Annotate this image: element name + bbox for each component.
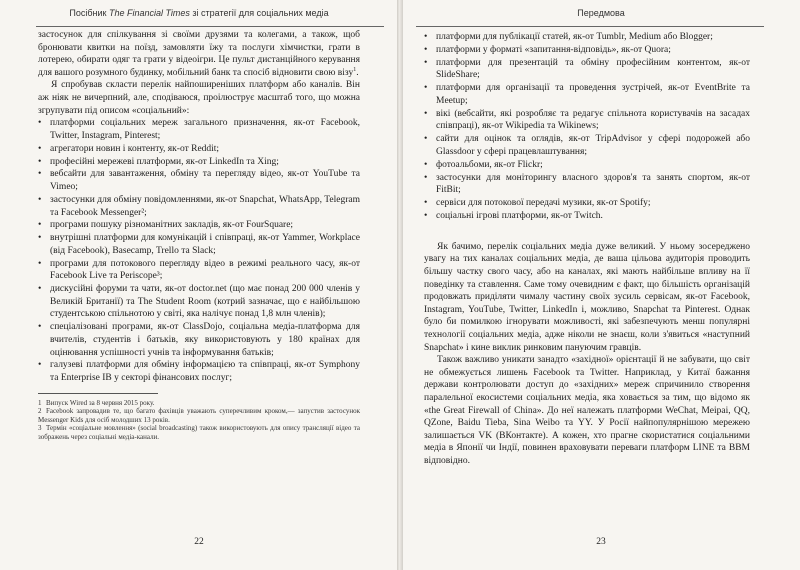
list-item: • сайти для оцінок та оглядів, як-от TripAdvisor у сфері подорожей або Glassdoor у сфері працевлаштування; (424, 134, 750, 157)
footnote: 2 Facebook запровадив те, що багато фахівців уважають суперечливим кроком,— запустив застосунок Messenger Kids для осіб молодших 13 років. (38, 407, 360, 424)
list-item: • платформи для презентацій та обміну професійним контентом, як-от SlideShare; (424, 57, 750, 81)
list-item: • внутрішні платформи для комунікацій і співпраці, як-от Yammer, Workplace (від Facebook), Basecamp, Trello та Slack; (38, 233, 360, 256)
list-item: • спеціалізовані програми, як-от ClassDojo, соціальна медіа-платформа для вчителів, студентів і батьків, яку використовують у 180 країнах для оцінювання успішності учнів та інформування батьків; (38, 322, 360, 358)
list-item: • програми пошуку різноманітних закладів, як-от FourSquare; (38, 220, 294, 231)
list-item: • платформи соціальних мереж загального призначення, як-от Facebook, Twitter, Instagram, Pinterest; (38, 118, 360, 141)
list-item: • дискусійні форуми та чати, як-от doctor.net (що має понад 200 000 членів у Великій Британії) та The Student Room (котрий зазначає, що є найбільшою студентською спільнотою у світі, яка налічує понад 1,8 млн членів); (38, 284, 360, 320)
header-rule (36, 26, 384, 27)
list-item: • соціальні ігрові платформи, як-от Twitch. (424, 210, 603, 221)
list-item: • фотоальбоми, як-от Flickr; (424, 159, 543, 170)
list-item: • галузеві платформи для обміну інформацією та співпраці, як-от Symphony та Enterprise IB у секторі фінансових послуг; (38, 360, 360, 383)
header-rule (416, 26, 764, 27)
platform-list-left (38, 117, 360, 384)
intro-paragraph: Я спробував скласти перелік найпоширеніших платформ або каналів. Він аж ніяк не вичерпний, але, сподіваюся, проілюструє масштаб того, що можна згрупувати під описом «соціальний»: (38, 80, 360, 116)
list-item: • професійні мережеві платформи, як-от LinkedIn та Xing; (38, 156, 279, 167)
list-item: • платформи для організації та проведення зустрічей, як-от EventBrite та Meetup; (424, 83, 750, 106)
list-item: • вікі (вебсайти, які розробляє та редагує спільнота користувачів на засадах співпраці), як-от Wikipedia та Wikinews; (424, 108, 750, 132)
left-page (0, 0, 398, 570)
list-item: • програми для потокового перегляду відео в режимі реального часу, як-от Facebook Live та Periscope³; (38, 258, 360, 282)
body-paragraph: Як бачимо, перелік соціальних медіа дуже великий. У ньому зосереджено увагу на тих каналах соціальних медіа, де ваша цільова аудиторія проводить більшу частку свого часу, або на каналах, які мають найбільше впливу на її поведінку та ставлення. Саме тому очевидним є факт, що більшість організацій продовжать приділяти чималу частину своїх зусиль сервісам, як-от Facebook, Instagram, YouTube, Twitter, LinkedIn і, можливо, Snapchat та Pinterest. Однак було би помилкою ігнорувати можливості, які забезпечують менш популярні технології соціальних медіа, адже ніколи не знаєш, коли з'явиться «наступний Snapchat» і кине виклик ринковим пануючим гравців. (424, 241, 750, 353)
page-number-right: 23 (596, 537, 606, 547)
footnote: 3 Термін «соціальне мовлення» (social broadcasting) також використовують для опису трансляції відео та зображень через соціальні медіа-канали. (38, 424, 360, 441)
list-item: • сервіси для потокової передачі музики, як-от Spotify; (424, 198, 651, 209)
footnote: 1 Випуск Wired за 8 червня 2015 року. (38, 398, 155, 407)
list-item: • вебсайти для завантаження, обміну та перегляду відео, як-от YouTube та Vimeo; (38, 169, 360, 193)
page-number-left: 22 (194, 537, 204, 547)
running-header-left: Посібник The Financial Times зі стратегії для соціальних медіа (69, 8, 329, 18)
list-item: • платформи у форматі «запитання-відповідь», як-от Quora; (424, 44, 671, 55)
footnote-separator (38, 393, 158, 394)
body-paragraph: Також важливо уникати занадто «західної» орієнтації й не забувати, що світ не обмежується лишень Facebook та Twitter. Наприклад, у Китаї бажання держави контролювати доступ до «західних» мереж спричинило створення паралельної екосистеми соціальних медіа, яка ховається за тим, що відомо як «the Great Firewall of China». До неї належать платформи WeChat, Meipai, QQ, QZone, Baidu Tieba, Sina Weibo та YY. У Росії найпопулярнішою мережею залишається VK (ВКонтакте). А кожен, хто прагне скористатися соціальними медіа в Японії чи Індії, повинен враховувати переваги платформ LINE та BBM відповідно. (424, 355, 750, 466)
running-header-right: Передмова (577, 8, 625, 18)
left-body (38, 29, 360, 442)
list-item: • агрегатори новин і контенту, як-от Reddit; (38, 143, 220, 154)
right-body (424, 31, 750, 468)
continuation-paragraph: застосунок для спілкування зі своїми друзями та колегами, а також, щоб бронювати квитки на поїзд, замовляти їжу та послуги хімчистки, грати в лотерею, обирати одяг та грати у відеоігри. Це пульт дистанційного керування для вашого розумного будинку, мобільний банк та спосіб відновити свою візу$^1$. (38, 30, 360, 78)
list-item: • застосунки для обміну повідомленнями, як-от Snapchat, WhatsApp, Telegram та Facebook Messenger²; (38, 194, 360, 218)
right-page (402, 0, 800, 570)
list-item: • платформи для публікації статей, як-от Tumblr, Medium або Blogger; (424, 32, 713, 42)
list-item: • застосунки для моніторингу власного здоров'я та занять спортом, як-от FitBit; (424, 172, 750, 196)
platform-list-right (424, 31, 750, 223)
